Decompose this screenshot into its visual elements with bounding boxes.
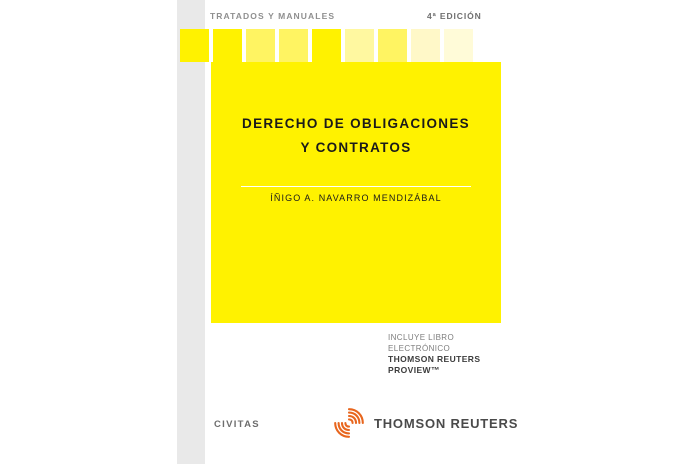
title-panel (211, 62, 501, 323)
title-divider (241, 186, 471, 187)
thomson-reuters-swirl-icon (332, 406, 366, 440)
color-swatch (213, 29, 242, 62)
edition-label: 4ª EDICIÓN (427, 11, 482, 21)
color-swatch (279, 29, 308, 62)
color-swatch (444, 29, 473, 62)
book-title-line-1: DERECHO DE OBLIGACIONES (242, 116, 470, 131)
cover-right-margin (520, 0, 696, 464)
imprint-label: CIVITAS (214, 419, 260, 430)
color-swatch (180, 29, 209, 62)
color-swatch (345, 29, 374, 62)
color-swatch (378, 29, 407, 62)
color-swatch (411, 29, 440, 62)
ebook-notice-line-3: THOMSON REUTERS (388, 354, 481, 364)
book-title-line-2: Y CONTRATOS (300, 140, 412, 155)
ebook-notice-line-2: ELECTRÓNICO (388, 344, 451, 353)
ebook-notice-line-4: PROVIEW™ (388, 365, 440, 375)
book-title (211, 112, 501, 160)
publisher-block (332, 406, 518, 440)
color-swatch (246, 29, 275, 62)
publisher-name: THOMSON REUTERS (374, 415, 519, 431)
ebook-notice (388, 332, 508, 376)
book-author: ÍÑIGO A. NAVARRO MENDIZÁBAL (270, 193, 442, 203)
color-swatch-row (180, 29, 473, 62)
ebook-notice-line-1: INCLUYE LIBRO (388, 333, 455, 342)
color-swatch (312, 29, 341, 62)
cover-spine-band (177, 0, 205, 464)
series-label: TRATADOS Y MANUALES (210, 11, 336, 21)
